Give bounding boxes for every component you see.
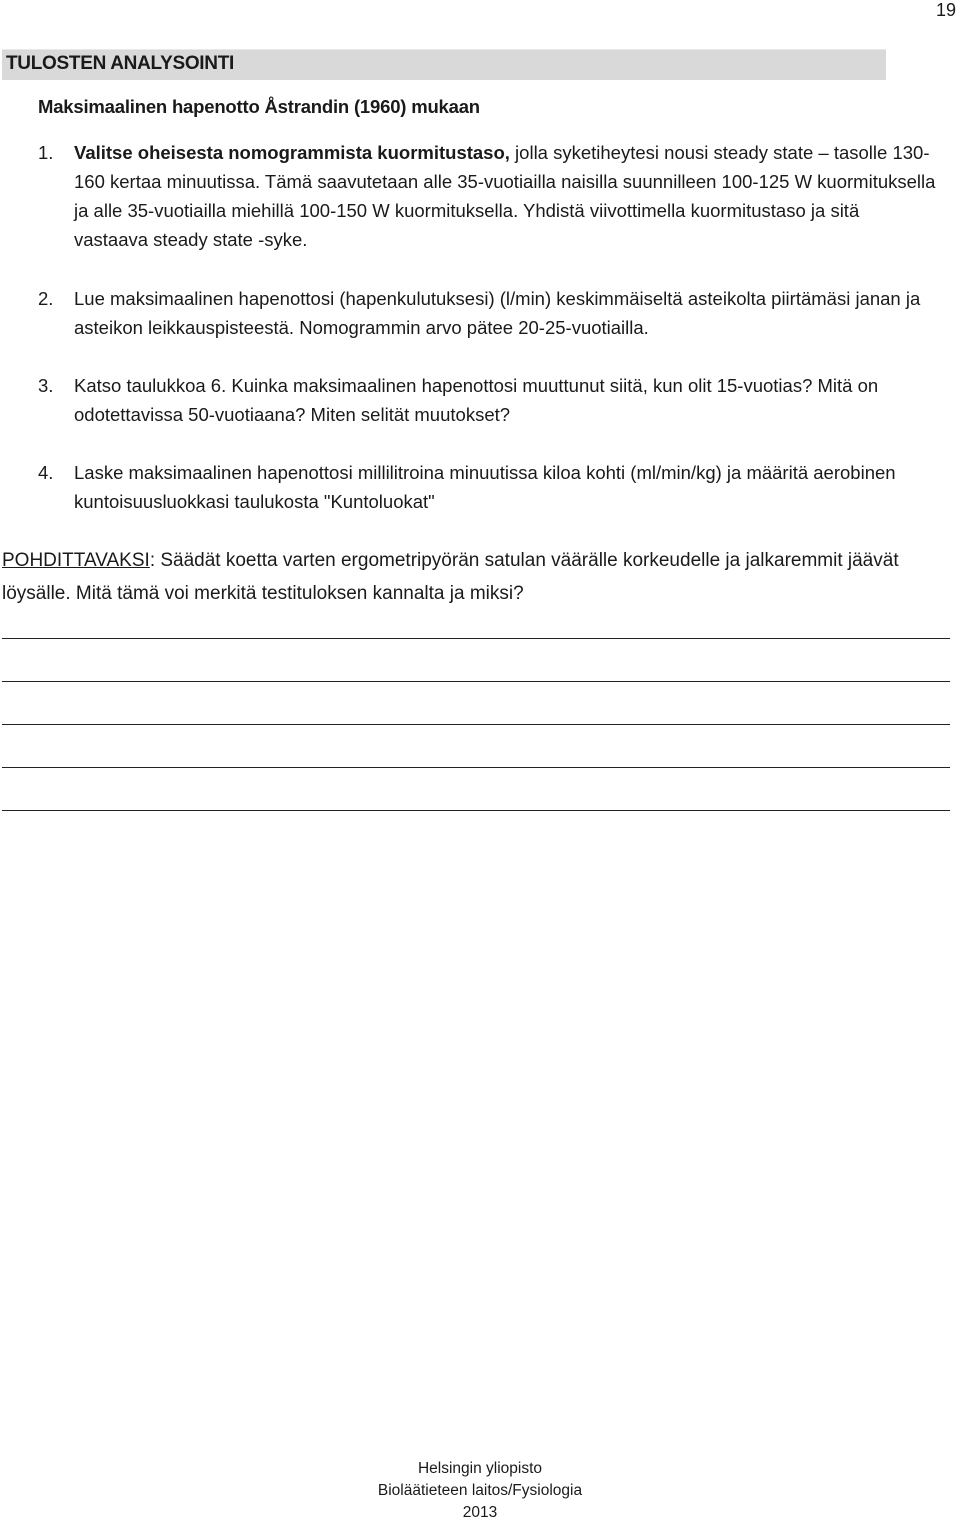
item-bold-text: Valitse oheisesta nomogrammista kuormitustaso,	[74, 142, 510, 163]
item-body-text: Katso taulukkoa 6. Kuinka maksimaalinen hapenottosi muuttunut siitä, kun olit 15-vuotias? Mitä on odotettavissa 50-vuotiaana? Miten selität muutokset?	[74, 375, 879, 425]
item-number: 2.	[38, 288, 54, 309]
instruction-item-1	[38, 138, 938, 254]
instruction-item-2	[38, 284, 938, 342]
item-body-text: Laske maksimaalinen hapenottosi millilitroina minuutissa kiloa kohti (ml/min/kg) ja määritä aerobinen kuntoisuusluokkasi taulukosta "Kuntoluokat"	[74, 462, 896, 512]
answer-line[interactable]	[2, 810, 950, 811]
answer-line[interactable]	[2, 681, 950, 682]
footer-university: Helsingin yliopisto	[417, 1460, 543, 1477]
item-number: 3.	[38, 375, 54, 396]
item-body-text: jolla syketiheytesi nousi steady state – tasolle 130-160 kertaa minuutissa. Tämä saavutetaan alle 35-vuotiailla naisilla suunnilleen 100-125 W kuormituksella ja alle 35-vuotiailla miehillä 100-150 W kuormituksella. Yhdistä viivottimella kuormitustaso ja sitä vastaava steady state -syke.	[74, 142, 936, 250]
page-number: 19	[935, 0, 956, 20]
item-number: 1.	[38, 142, 54, 163]
instruction-item-3	[38, 371, 938, 429]
item-text	[74, 138, 938, 254]
subheading: Maksimaalinen hapenotto Åstrandin (1960) mukaan	[38, 96, 480, 117]
instruction-item-4	[38, 458, 938, 516]
answer-line[interactable]	[2, 724, 950, 725]
section-title: TULOSTEN ANALYSOINTI	[6, 53, 234, 74]
answer-line[interactable]	[2, 638, 950, 639]
reflection-question	[2, 544, 957, 610]
reflection-label: POHDITTAVAKSI	[2, 550, 150, 571]
item-body-text: Lue maksimaalinen hapenottosi (hapenkulutuksesi) (l/min) keskimmäiseltä asteikolta piirtämäsi janan ja asteikon leikkauspisteestä. Nomogrammin arvo pätee 20-25-vuotiailla.	[74, 288, 921, 338]
reflection-text: : Säädät koetta varten ergometripyörän satulan väärälle korkeudelle ja jalkaremmit jäävät löysälle. Mitä tämä voi merkitä testituloksen kannalta ja miksi?	[2, 550, 899, 604]
footer-year: 2013	[462, 1504, 498, 1521]
footer-department: Bioläätieteen laitos/Fysiologia	[377, 1482, 583, 1499]
answer-line[interactable]	[2, 767, 950, 768]
item-number: 4.	[38, 462, 54, 483]
